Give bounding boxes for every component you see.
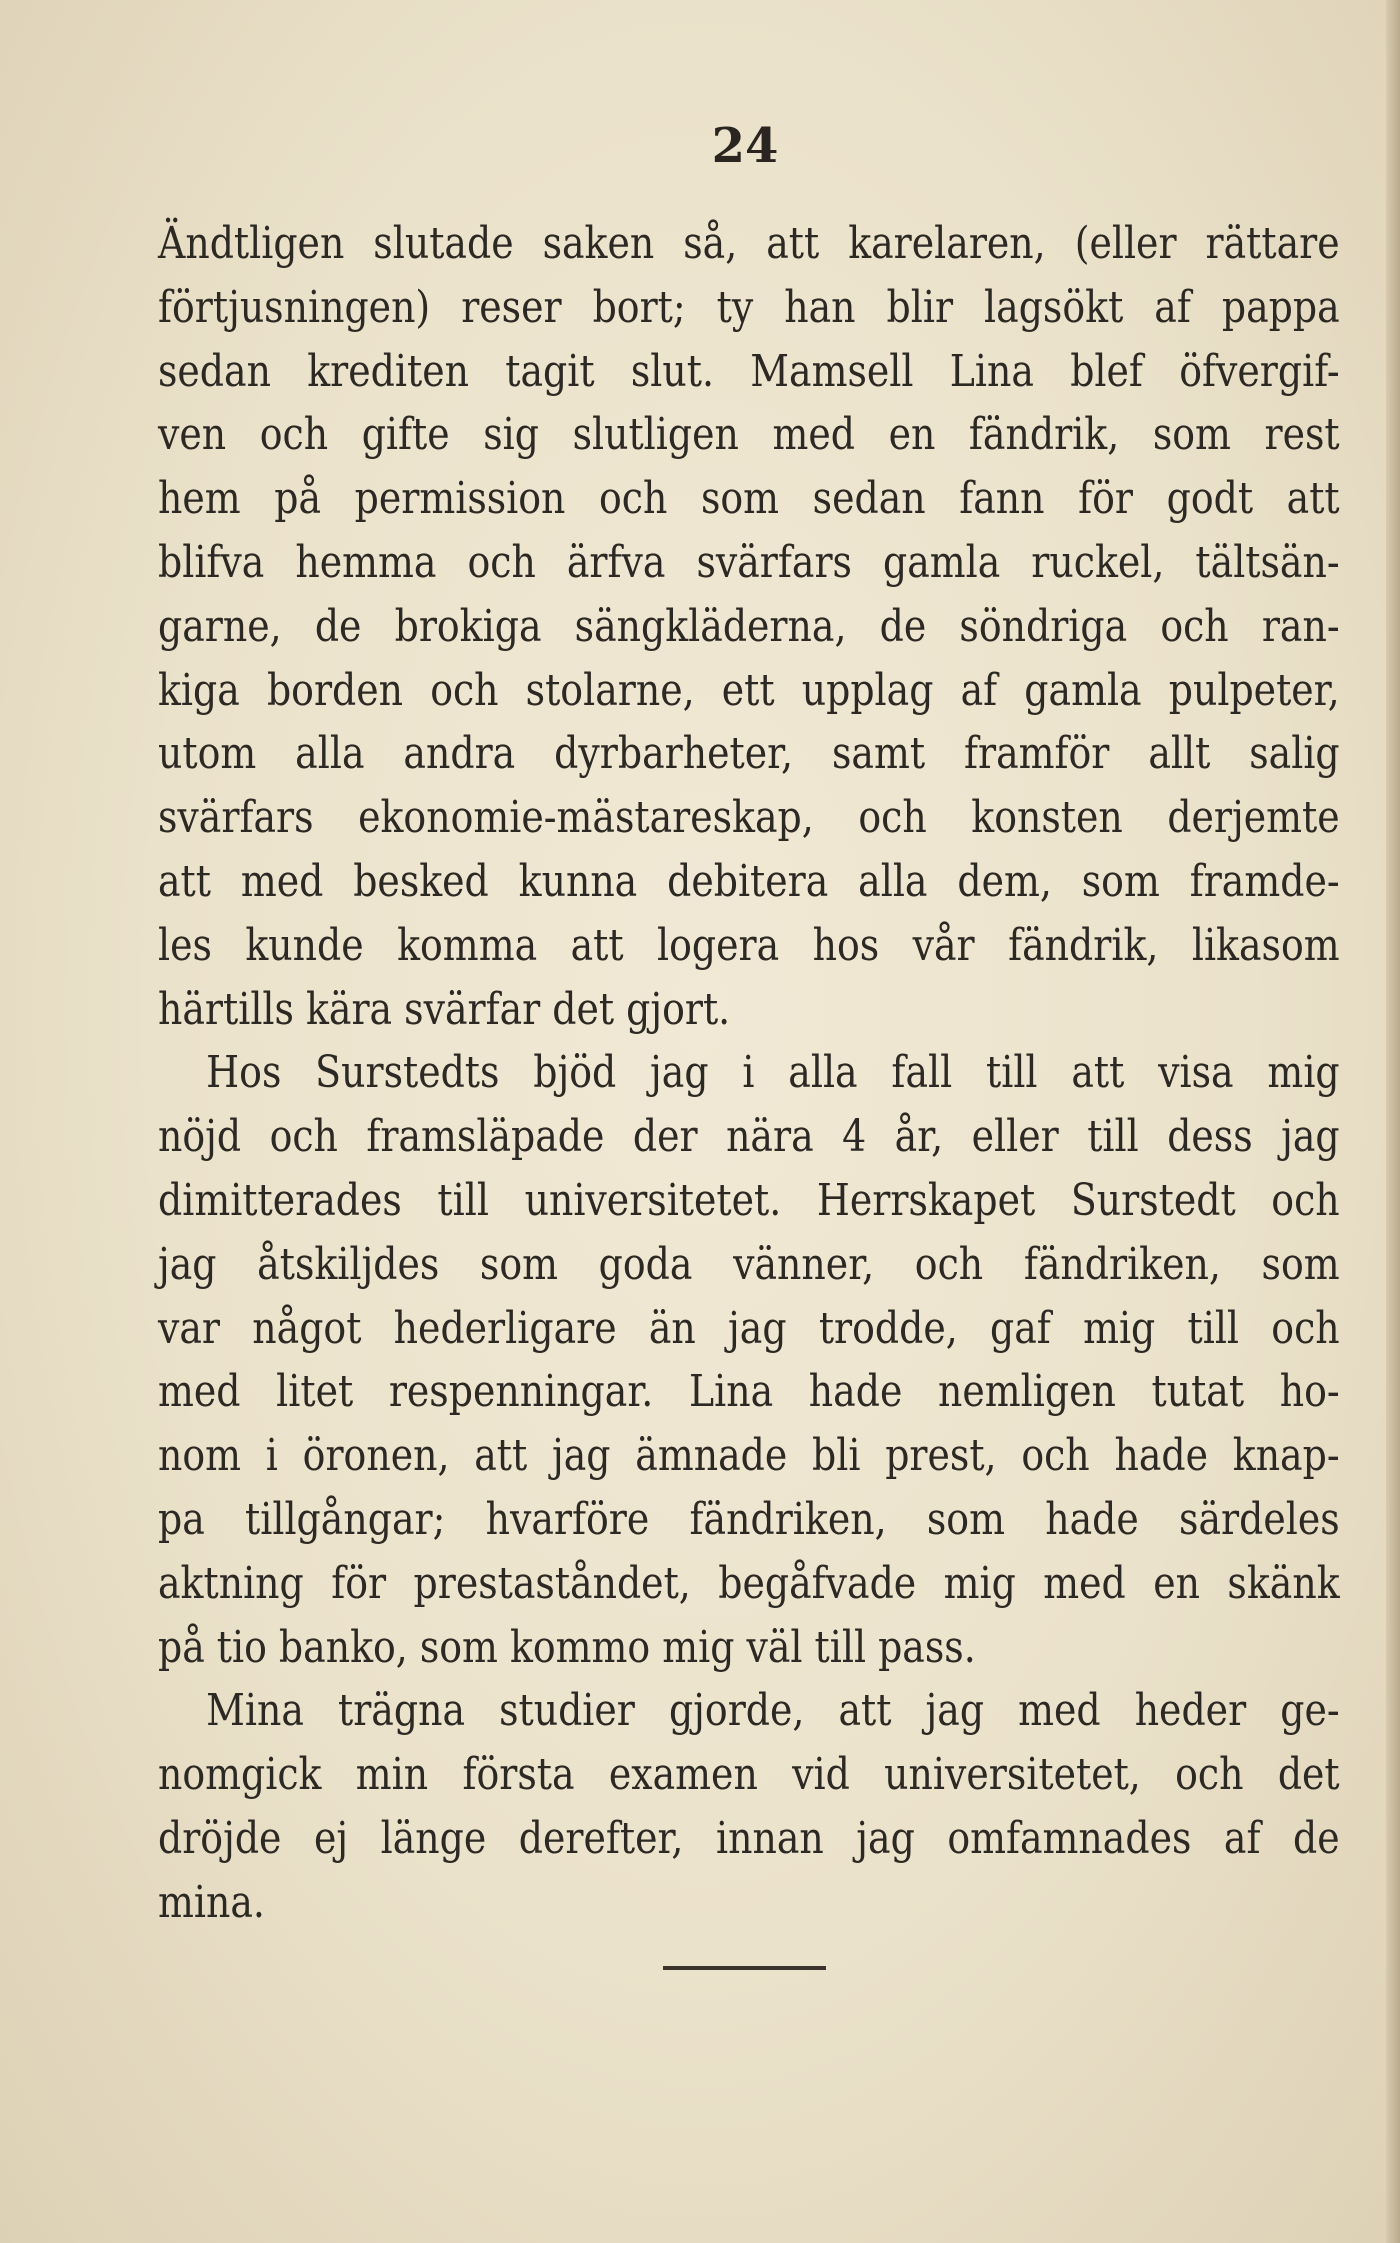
text-line: härtills kära svärfar det gjort. — [158, 983, 731, 1035]
text-line: les kunde komma att logera hos vår fändrik, likasom — [158, 919, 1340, 971]
text-line: nom i öronen, att jag ämnade bli prest, och hade knap- — [158, 1430, 1340, 1482]
text-line: aktning för prestaståndet, begåfvade mig med en skänk — [158, 1557, 1340, 1609]
text-line: hem på permission och som sedan fann för godt att — [158, 473, 1340, 525]
text-line: på tio banko, som kommo mig väl till pass. — [158, 1621, 976, 1673]
text-line: var något hederligare än jag trodde, gaf mig till och — [158, 1302, 1340, 1354]
page-number: 24 — [711, 118, 779, 174]
text-line: dröjde ej länge derefter, innan jag omfamnades af de — [158, 1812, 1340, 1864]
text-line: garne, de brokiga sängkläderna, de söndriga och ran- — [158, 600, 1340, 652]
text-line: ven och gifte sig slutligen med en fändrik, som rest — [158, 409, 1340, 461]
text-line: att med besked kunna debitera alla dem, som framde- — [158, 855, 1340, 907]
text-line: med litet respenningar. Lina hade nemligen tutat ho- — [158, 1366, 1340, 1418]
text-line: nöjd och framsläpade der nära 4 år, eller till dess jag — [158, 1111, 1340, 1163]
text-line: dimitterades till universitetet. Herrskapet Surstedt och — [158, 1174, 1340, 1226]
body-text — [158, 212, 1340, 1935]
text-line: Ändtligen slutade saken så, att karelaren, (eller rättare — [158, 218, 1340, 269]
text-line: jag åtskiljdes som goda vänner, och fändriken, som — [158, 1238, 1340, 1290]
text-line: svärfars ekonomie-mästareskap, och konsten derjemte — [158, 792, 1340, 844]
text-line: nomgick min första examen vid universitetet, och det — [158, 1749, 1340, 1801]
text-line: Mina trägna studier gjorde, att jag med heder ge- — [206, 1685, 1340, 1737]
text-line: pa tillgångar; hvarföre fändriken, som hade särdeles — [158, 1493, 1340, 1545]
text-line: mina. — [158, 1876, 265, 1928]
section-divider — [663, 1966, 826, 1970]
page-edge — [1386, 0, 1400, 2243]
text-line: Hos Surstedts bjöd jag i alla fall till att visa mig — [206, 1047, 1340, 1099]
text-line: blifva hemma och ärfva svärfars gamla ruckel, tältsän- — [158, 536, 1340, 588]
text-line: utom alla andra dyrbarheter, samt framför allt salig — [158, 728, 1340, 780]
text-line: kiga borden och stolarne, ett upplag af gamla pulpeter, — [158, 664, 1340, 716]
text-line: förtjusningen) reser bort; ty han blir lagsökt af pappa — [158, 281, 1340, 333]
text-line: sedan krediten tagit slut. Mamsell Lina blef öfvergif- — [158, 345, 1340, 397]
